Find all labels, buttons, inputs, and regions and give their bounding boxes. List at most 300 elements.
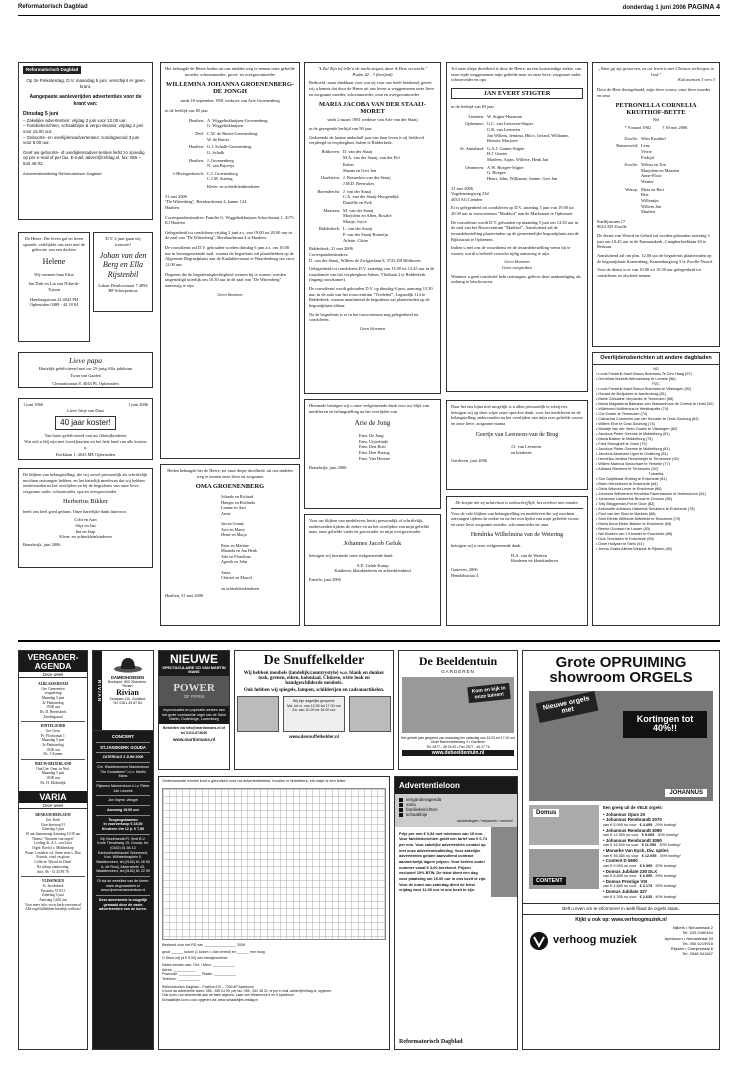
- organ-price: € 6.995: [639, 863, 653, 868]
- family-names: G.A.J. Gunter-Stigter H.J. Gunter Marleen, Arjan, Willette, Henk Jan: [487, 145, 549, 163]
- overview-item: • Bernie Goossen te Losser (83): [596, 527, 651, 532]
- thanks-geluk: [304, 514, 441, 626]
- concert-date: ZATERDAG 3 JUNI 2006: [102, 755, 144, 760]
- info-footer: Advertentieafdeling Reformatorisch Dagblad: [23, 170, 102, 176]
- moret-flowers: Geen bloemen: [359, 325, 386, 331]
- family-place: St. Annaland:: [460, 145, 484, 151]
- wetering-text: Voor de vele blijken van belangstelling en medeleven die wij mochten ontvangen tijdens de ziekte en na het overlijden van mijn geliefde vrouw en onze lieve zorgzame moeder, schoonmoeder en oma: [451, 510, 579, 527]
- oma-name: OMA GROENENBERG: [195, 483, 265, 491]
- family-names: Wim Kruithof: [641, 135, 666, 141]
- family-row: [597, 162, 715, 185]
- family-row: [309, 149, 436, 160]
- moret-quote: "k Zal Zijn lof telle'n de nacht zingen, daar ik Hem verwacht.": [317, 66, 428, 71]
- birth-announcement-helene: [18, 232, 90, 342]
- family-place: 's-Hertogenbosch:: [172, 170, 204, 176]
- kruithof-service: De dienst van Woord en Gebed zal worden gehouden zaterdag 3 juni om 10.45 uur in de Emmauskerk, Campherbeeklaan 63 te Berkum.: [597, 233, 710, 250]
- domus-logo: Domus: [533, 809, 559, 817]
- dejong-family: Fam. De Jong Fam. Uijterlinde Fam. Den Boer Fam. Den Hartog Fam. Van Hoorne: [359, 433, 391, 461]
- organ-name: • Johannus Rembrandt 3090: [603, 827, 662, 833]
- agenda-entry-details: Ger. Gemeenten vergadering Maandag 5 juni 2e Pinksterdag 19.00 uur Ds. D. Heemskerk Zendingszaal: [39, 686, 67, 719]
- thanks-bikker: [18, 468, 153, 568]
- organ-price: € 3.175: [639, 884, 653, 889]
- stigter-address: 31 mei 2006 Vogelenzangweg 23d 4033 AG Lienden: [451, 185, 489, 202]
- organ-old-price: van € 9.990 nu voor: [603, 863, 637, 868]
- garden-photo: [402, 677, 514, 733]
- beeldentuin-web[interactable]: www.debeeldentuin.nl: [402, 750, 514, 756]
- cd-pipes: OF PIPES: [183, 694, 205, 699]
- orgels-title: Grote OPRUIMING: [555, 654, 687, 671]
- page-header: [18, 4, 720, 16]
- ad-service-note: aanbiedingen / verpamen / werken!: [456, 819, 513, 823]
- order-form: [158, 776, 390, 1050]
- obituary-age: in de leeftijd van 85 jaar.: [165, 108, 209, 114]
- overview-item: • Gerrhilda Westrik-Wennekamp te Lemele (88): [596, 377, 676, 382]
- obituary-stigter: [446, 62, 588, 392]
- moret-ref: Psalm 42 : 3 (berijmd): [352, 71, 393, 77]
- kruithof-burial: Aansluitend zal om plm. 12.00 uur de begrafenis plaatsvinden op de begraafplaats Kranenburg, Kranenburgweg 5 te Zwolle-Noord.: [597, 252, 713, 264]
- info-intro: Op 2e Pinksterdag, D.V. maandag 5 juni, verschijnt er geen krant.: [26, 77, 145, 89]
- kruithof-ref: Kolossensen 3 vers 3: [678, 77, 715, 83]
- family-names: G.J. Schalk-Groenenberg G. Schalk: [207, 144, 252, 155]
- overview-item: • Willem Marinus Bosschaer te Yerseke (77): [596, 462, 670, 467]
- family-row: [451, 165, 583, 182]
- agenda-sub: Deze week: [19, 672, 87, 678]
- organ-price: € 12.055: [641, 853, 657, 858]
- varia-sub: Deze week: [19, 803, 87, 809]
- checkbox-icon[interactable]: [399, 808, 403, 812]
- beeldentuin-banner: Kom en kijk in onze tuinen!: [467, 683, 510, 703]
- family-names: A.W. Hoegee-Stigter G. Hoegee Henri, John, Willianne, Janine, Gert Jan: [487, 164, 558, 181]
- organ-price: € 4.495: [639, 822, 653, 827]
- kruithof-address: Snellijusiaan 17 8024 XD Zwolle: [597, 218, 627, 230]
- family-place: Zwolle:: [624, 162, 638, 168]
- concert-choir-2: Rijssens Mannenkoor o.l.v. Pieter Jan Leusink: [96, 783, 150, 793]
- ad-service-logo: Reformatorisch Dagblad: [399, 1039, 463, 1045]
- kruithof-intro: Door de Heer thuisgehaald, mijn lieve vrouw, onze lieve moeder en oma: [597, 86, 711, 98]
- organ-photo: [529, 849, 599, 889]
- verhoog-logo: verhoog muziek: [553, 934, 637, 947]
- obituary-condolence: Gelegenheid tot condoleren vrijdag 2 juni a.s. van 19.00 tot 20.00 uur in de zaal van "De Wittenberg", Bernhardstraat 4 te Haaften.: [165, 229, 292, 241]
- beeldentuin-hours: Het gehele jaar geopend van maandag t/m zaterdag van 10.00 tot 17.00 uur Oude Barneveldseweg 3 • Garderen Tel. 0577 - 46 24 62 • Fax 0577 - 46 27 76: [400, 736, 516, 749]
- furniture-photo: [237, 696, 279, 732]
- thanks-wetering: [446, 496, 588, 626]
- family-place: Deil:: [195, 131, 204, 137]
- orgels-site[interactable]: Kijkt u ook op: www.verhoogmuziek.nl: [575, 917, 667, 924]
- thanks-place: Brandwijk, juni 2006: [23, 541, 61, 547]
- page-number: PAGINA 4: [687, 4, 720, 11]
- family-row: [597, 136, 715, 142]
- organ-offer: [603, 838, 713, 848]
- organ-discount: 30% korting!: [659, 853, 681, 858]
- obituary-date: 31 mei 2006 "De Wittenberg", Bernhardstraat 4, kamer 124 Haaften: [165, 193, 247, 210]
- agenda-entry-details: St. Jacobskerk Encantio VOCO Zaterdag 3 juni Aanvang 14.00 uur Voor meer info: www.kerkconcerten.nl Alle regelfijfhebben hartelijk welkom!: [24, 883, 82, 912]
- overview-section-tubantia: Tubantia: [648, 472, 664, 477]
- thanks-text-2: heeft ons heel goed gedaan. Onze hartelijke dank daarvoor.: [23, 508, 127, 514]
- overview-item: • Diela Witvoet-Lever te Enschede (66): [596, 487, 662, 492]
- obituary-widow: sinds 18 september 1981 weduwe van Arie Groenenberg: [180, 97, 280, 103]
- kruithof-nickname: Nel: [652, 117, 660, 123]
- family-names: D. van der Staaij M.A. van der Staaij–van der Pol: [343, 148, 400, 160]
- cd-web[interactable]: www.martinmans.nl: [172, 737, 216, 743]
- jubilee-start-date: 1 juni 1966: [23, 402, 44, 407]
- family-names: G.C. van Leeuwen-Stigter G.R. van Leeuwen Jan Willem, Jemima, Hilco, Gerard, Willianne, Bernier, Marjorie: [487, 121, 570, 144]
- obituary-flowers: Geen bloemen: [217, 292, 243, 298]
- obituary-name: WILLEMINA JOHANNA GROENENBERG-DE JONGH: [165, 81, 295, 96]
- organ-name: • Monarke Van Eyck, Div. opties: [603, 848, 669, 854]
- overview-item: • Gerard de Bruijckere te Aardenburg (81): [596, 392, 667, 397]
- organ-discount: 35% korting!: [655, 874, 677, 879]
- koster-title: 40 jaar koster!: [55, 416, 116, 430]
- concert-choir: Chr. Waddinxveens Mannenkoor "De Gouwsteen" o.l.v. Martin Mans: [96, 764, 149, 779]
- letter-grid[interactable]: [162, 788, 386, 940]
- agenda-title: VERGADER-AGENDA: [19, 651, 87, 672]
- cd-order: Bestellen via info@martinmans.nl of tel 0113-574646: [162, 726, 225, 735]
- order-edition[interactable]: Bestemd voor het RD van ________________ 2006: [162, 942, 246, 947]
- obituary-groenenberg: [160, 62, 300, 459]
- family-place: Lienden:: [468, 113, 484, 119]
- checkbox-icon[interactable]: [399, 803, 403, 807]
- organ-name: • Domus Jubilate 327: [603, 889, 647, 895]
- organ-discount: 35% korting!: [655, 884, 677, 889]
- vanleeuwen-name: Geertje van Leeuwen-van de Brug: [475, 431, 559, 438]
- wedding-announcement: [93, 232, 153, 312]
- moret-care: Gedurende de laatste anderhalf jaar van haar leven is zij liefdevol verpleegd in verpleeghuis Salem te Ridderkerk.: [309, 134, 425, 146]
- organ-name: • Domus Jubilate 230 DLX: [603, 868, 657, 874]
- overview-item: • Poul van der Sluis te Markelo (88): [596, 512, 656, 517]
- orgels-badge: Nieuwe orgels met: [536, 690, 599, 722]
- overview-section-pzc: PZC: [652, 382, 660, 387]
- kruithof-dates: * 9 maart 1902 † 30 mei 2006: [624, 125, 688, 131]
- stigter-name: JAN EVERT STIGTER: [451, 88, 583, 99]
- info-line: – Zakelijke advertenties: vrijdag 2 juni voor 12.00 uur.: [23, 117, 127, 123]
- family-names: M. van der Staaij Marjolein en Allen, Rosalie Marije, Joyce: [343, 207, 392, 224]
- family-place: Haaften:: [188, 117, 204, 123]
- family-place: Bilthoven:: [321, 148, 340, 154]
- oma-place: Haaften, 31 mei 2006: [165, 593, 204, 599]
- family-row: [597, 143, 715, 160]
- family-row: [451, 121, 583, 144]
- varia-title: VARIA: [19, 791, 87, 803]
- organ-price: € 9.065: [641, 833, 655, 838]
- moret-age: in de gezegende leeftijd van 90 jaar.: [309, 126, 373, 132]
- snuffel-hours: Wij zijn dagelijks geopend: Ma. tot vr. van 10.00 tot 17.00 uur Za. van 10.00 tot 16.00 uur: [283, 696, 345, 732]
- info-logo: Reformatorisch Dagblad: [23, 66, 81, 74]
- ad-service-text: Prijs per mm € 0,94 met minimum van 15 mm. Voor familieberichten geldt een tarief van € 0,74 per mm. Voor zakelijke advertenties contact op met onze advertentieafdeling. Voor zakelijke advertenties gelden aanvullend contract aanmerkelijk lagere prijzen. Voor kerken onder nummer vanaf € 3,00 berekend. Prijzen exclusief 19% BTW. De tekst dient één dag voor plaatsing om 15.00 uur in ons bezit te zijn. Voor de krant van zaterdag dient de tekst vrijdag voor 12.00 uur in ons bezit te zijn.: [399, 830, 487, 893]
- family-row: [451, 146, 583, 163]
- overview-item: • Bram Hendriesch te Enschede (84): [596, 482, 658, 487]
- obituary-correspondence: Correspondentieadres: Familie G. Wiggelinkhuijsen Schoolstraat 1, 4175 KJ Haaften: [165, 214, 294, 226]
- moret-correspondence: Ridderkerk, 31 mei 2006 Correspondentieadres: D. van der Staaij, Willem de Zwijgerlaan 8, 3722 ZB Bilthoven: [309, 246, 421, 263]
- obituary-family: [165, 118, 295, 190]
- thanks-name: Herbertus Bikker: [63, 497, 108, 505]
- concert-title: CONCERT: [111, 734, 135, 739]
- family-row: [165, 184, 295, 190]
- snuffel-title: De Snuffelkelder: [263, 653, 365, 668]
- agenda-entry-place: RENKUM/HEELSUM: [35, 813, 71, 818]
- family-row: [165, 171, 295, 182]
- moret-widow: sinds 2 maart 1981 weduwe van Arie van der Staaij: [327, 117, 418, 123]
- organ-photo: [529, 691, 713, 801]
- ad-service-option-label: familieberichten: [406, 807, 438, 812]
- overview-item: • Sim Galjethaar-Rotting te Enschede (81): [596, 477, 667, 482]
- geluk-family: A.E. Geluk-Kamp Kinderen, kleinkinderen en achterkleinkind: [334, 562, 411, 574]
- ad-service-box: [394, 776, 518, 1050]
- orgels-ad: [522, 650, 720, 1050]
- order-instructions: Onderstaande rubriek kunt u gebruiken voor uw advertentietekst. Invullen in blokletters, elk vakje is één letter.: [162, 779, 347, 783]
- overview-section-nd: ND: [653, 367, 659, 372]
- family-names: J. Groenenberg N. van Bijsveja: [207, 157, 235, 169]
- rivian-name: DAMESHOEDEN: [110, 675, 145, 680]
- concert-artist: Jan Vayne, vleugel: [107, 798, 139, 803]
- checkbox-icon[interactable]: [399, 813, 403, 817]
- koster-jubilee: [18, 398, 153, 460]
- overview-item: • Willem Elve te Oost-Souburg (74): [596, 422, 655, 427]
- cd-desc: Improvisaties en populaire werken aan het grote voorlaanste orgel van de Saint Martin, Dudelange, Luxemburg: [159, 706, 229, 724]
- geluk-name: Johannes Jacob Geluk: [343, 539, 402, 547]
- overview-item: • Maria Bakker te Middelburg (74): [596, 437, 653, 442]
- kruithof-quote: „Want gij zijt gestorven, en uw leven is met Christus verborgen in God.": [598, 66, 714, 77]
- overview-item: • Marie Ghislaine Verplanke te Terneuzen (88): [596, 397, 674, 402]
- info-title: Aangepaste aanleverijden advertenties voor de krant van:: [29, 94, 142, 107]
- family-row: [165, 144, 295, 155]
- snuffel-text-2: Ook hebben wij spiegels, lampen, schilderijen en cadeauartikelen.: [243, 688, 385, 693]
- concert-tickets: Toegangskaarten In voorverkoop € 15,00 Kinderen t/m 12 jr. € 7,50: [101, 817, 145, 832]
- family-names: Klein- en achterkleinkinderen: [207, 184, 260, 190]
- obituary-attend: Degenen die de begrafenisplechtigheid wensen bij te wonen, worden uitgenodigd uiterlijk om 10.30 uur in de zaal van "De Wittenberg" aanwezig te zijn.: [165, 271, 286, 288]
- vanleeuwen-family: J.J. van Leeuwen en kinderen: [511, 444, 542, 455]
- ad-service-option-label: schaakbije: [406, 812, 428, 817]
- family-place: Zwolle:: [624, 135, 638, 141]
- organ-price: € 6.995: [639, 874, 653, 879]
- stigter-service: De rouwdienst wordt D.V. gehouden op maandag 5 juni om 14.30 uur in de zaal van het Rouwcentrum "Markhof". Aansluitend zal de teraardebestelling plaatsvinden op de gemeentelijke begraafplaats aan de Rijksstraat te Ophemert.: [451, 219, 579, 242]
- info-box: [18, 62, 153, 220]
- organ-discount: 30% korting!: [659, 843, 681, 848]
- family-names: Meta en Bert Bert Willemijn Willem Jan Marlien: [641, 186, 664, 215]
- family-place: Haaften:: [188, 157, 204, 163]
- order-fields[interactable]: Naam zenden aan: Dhr. / Mevr. ___________ Adres: ___________ Postcode: ___________ Plaats: ___________ Telefoon: ___________: [162, 962, 236, 981]
- organ-old-price: van € 4.885 nu voor: [603, 884, 637, 889]
- overview-item: • Fred Stronghelt te Goes (79): [596, 442, 647, 447]
- geluk-text: Voor uw blijken van medeleven, hetzij persoonlijk of schriftelijk, ondervonden tijdens de ziekte en na het overlijden van mijn geliefde man, onze geliefde vader en grootvader en mijn overgrootvader: [309, 518, 430, 535]
- family-place: IJsselstein:: [320, 175, 340, 181]
- family-names: A. Wiggelinkhuijsen-Groenenberg G. Wiggelinkhuijsen: [207, 117, 268, 129]
- family-row: [309, 208, 436, 225]
- content-logo: CONTENT: [533, 877, 566, 885]
- family-row: [309, 189, 436, 206]
- family-names: C.W. de Ruiter-Groenenberg W. de Ruiter: [207, 131, 258, 142]
- overview-list-tubantia: [596, 477, 716, 552]
- family-place: [309, 162, 343, 173]
- ads-divider: [18, 640, 720, 642]
- overview-item: • Johanna Wilhelmina Hendrika Faberhausen te Hellendoorn (81): [596, 492, 706, 497]
- family-place: [165, 184, 207, 190]
- organ-name: • Domus Prestige VIII: [603, 878, 647, 884]
- moret-family: [309, 149, 436, 243]
- family-names: C.J. Groenenberg C.J.M. Staring: [207, 170, 238, 182]
- dejong-text: Hiermede betuigen wij u onze welgemeende dank voor uw blijk van medeleven en belangstelling na het overlijden van: [309, 403, 429, 414]
- birth-parents: Jan Dirk en Lia van Nifterik-Tijssen: [28, 281, 80, 292]
- vanleeuwen-text: Daar het ons bijna niet mogelijk is u allen persoonlijk te schrijven, betuigen wij op deze wijze onze oprechte dank, voor het medeleven en de belangstelling ondervonden na het overlijden van mijn zeer geliefde vrouw en onze lieve, zorgzame mama: [451, 404, 583, 426]
- obituary-kruithof: [592, 62, 720, 347]
- organ-name: • Johannus Rembrandt 3090: [603, 837, 662, 843]
- organ-old-price: van € 16.500 nu voor: [603, 843, 639, 848]
- obituary-oma-groenenberg: [160, 464, 300, 626]
- hat-icon: [104, 653, 151, 675]
- overview-item: • Cor Koster te Terneuzen (74): [596, 412, 648, 417]
- overview-item: • Toty Brüggeman-Pot te Goor (82): [596, 502, 655, 507]
- dejong-name: Arie de Jong: [354, 419, 391, 428]
- oma-intro: Heden behaagde het de Heere, tot onze diepe droefheid, uit ons midden weg te nemen onze lieve en zorgzame: [167, 468, 293, 479]
- orgels-list: [603, 812, 713, 899]
- jubilee-sender: Twan van Gaalen: [70, 373, 101, 379]
- organ-photo: [529, 805, 599, 845]
- overview-item: • Adriana Riemens te Terneuzen (92): [596, 467, 659, 472]
- geluk-text-2: betuigen wij hiermede onze welgemeende dank.: [309, 553, 394, 559]
- order-footer: Reformatorisch Dagblad – Postbus 670 – 7300 AP Apeldoorn U kunt uw advertentie faxen: 055 - 539 04 99, per fax: 055 - 542 48 02, of per e-mail, advert@refdag.nl, opgeven. Ook kunt u uw advertentie aan de balie afgeven: Laan van Westenenk 6 en 9 Apeldoorn Schaakbijes kunt u ook opgeven via: www.schaakbijes.refdag.nl: [162, 984, 333, 1002]
- moret-intro: Bedroefd, maar dankbaar voor wat zij voor ons heeft betekend, geven wij u kennis dat door de Heere uit ons leven is weggenomen onze lieve en zorgzame moeder, schoonmoeder, oma en overgrootmoeder: [309, 80, 434, 97]
- agenda-entry-details: Ger. Kerk Utrechtseweg 91 Zaterdag 3 juni 10 uur Samenzang Aanvang 10.30 uur Thema: "Stromen van zegen" Leiding ds. A.L. van Zwet Orgel: Roelof v. Middendorp Piano: Leendert v.d. Steen m.m.v. Duo Friends, viool en gitaar Collecte: Woord en Daad. Na afloop ontmoeting. Info: 06 - 51 43 89 78: [25, 818, 81, 874]
- organ-offer: [603, 879, 713, 889]
- family-row: [165, 118, 295, 129]
- thanks-family: Cobi en Aart Stija en Jan Ina en Jaap Klein- en achterkleinkinderen: [59, 517, 112, 540]
- snuffel-web[interactable]: www.desnuffelkelder.nl: [289, 734, 339, 739]
- organ-offer: [603, 817, 713, 827]
- overview-item: • Smit Elfride Wilfriede Altfertinkt te Enschede (79): [596, 517, 681, 522]
- thanks-dejong: [304, 399, 441, 509]
- overview-item: • Willebrord Nolthenius te Westkapelle (74): [596, 407, 669, 412]
- furniture-photo: [349, 696, 391, 732]
- wedding-text: D.V. 2 juni gaan wij trouwen!: [105, 236, 141, 247]
- moret-name: MARIA JACOBA VAN DER STAAIJ-MORET: [319, 101, 426, 116]
- koster-greeting: Lieve Iritje van Dam: [67, 407, 104, 413]
- beeldentuin-title: De Beeldentuin: [418, 654, 498, 668]
- organ-offer: [603, 848, 713, 858]
- stigter-note: Wanneer u geen rouwbrief hebt ontvangen, gelieve deze aankondiging als zodanig te beschouwen.: [451, 273, 581, 285]
- header-date: donderdag 1 juni 2006: [622, 5, 687, 11]
- wetering-text-2: betuigen wij u onze welgemeende dank.: [451, 543, 522, 549]
- family-names: L. van der Staaij P. van der Staaij-Romeijn Arlette, Claire: [343, 226, 388, 243]
- stigter-family: [451, 114, 583, 182]
- cd-sub: SPECTACULAIRE CD VAN MARTIN MANS: [159, 666, 229, 676]
- overview-item: • Jacobus Pieter Geense te Middelburg (81): [596, 432, 670, 437]
- cd-power: POWER: [173, 682, 215, 694]
- concert-sales: Bij: Boekhandel R. Smit B.V. Korte Tiendeweg 19, Gouda, tel.(0182) 51 66 13 Kantoorboekhandel Sonneveld, Kon. Wilhelminaplein 5, Waddinxveen, tel.(0182) 61 26 60 A. de Rooij, Akkerwinde 43, Waddinxveen, tel.(0182) 61 22 90: [96, 836, 150, 874]
- koster-text: Van harte gefeliciteerd van uw (klein)kinderen: [44, 433, 127, 439]
- overview-item: • Antoinette Adrianus Habertus Smulders te Enschede (78): [596, 507, 695, 512]
- agenda-entry-place: VLISSINGEN: [41, 879, 65, 884]
- overview-item: • Catharina Commelin-van der Klooster te Oost-Souburg (84): [596, 417, 699, 422]
- family-row: [597, 187, 715, 215]
- concert-web: Of via de websites van de koren: www.degouwsteen.nl www.rijssensmannenkoor.nl: [96, 879, 150, 893]
- stigter-condolence: Er is gelegenheid tot condoleren op D.V. zaterdag 3 juni van 19.00 tot 20.30 uur in rouwcentrum "Markhof" aan de Markstraat te Ophemert.: [451, 205, 574, 217]
- jubilee-papa: [18, 352, 153, 388]
- organ-price: € 11.550: [641, 843, 657, 848]
- family-names: Kuber Shanta en Gert Jan: [343, 162, 377, 173]
- agenda-entry: [21, 876, 85, 914]
- organ-discount: 25% korting!: [655, 822, 677, 827]
- family-row: [165, 131, 295, 142]
- overview-box: [592, 352, 720, 626]
- rivian-line: Boutique, 800 Zilanders, Rivian: [108, 680, 147, 688]
- stigter-attend: Indien u met ons de rouwdienst en de teraardebestelling wenst bij te wonen, wordt u beleefd verzocht tijdig aanwezig te zijn.: [451, 245, 571, 256]
- wetering-family: H.A. van de Werken Kinderen en kleinkinderen: [511, 552, 558, 564]
- organ-offer: [603, 889, 713, 899]
- ad-service-photo: [491, 827, 517, 897]
- birth-address: Hamburgstraat 22 4043 PH Opheusden 0488 - 44 18 04: [29, 296, 79, 308]
- organ-discount: 30% korting!: [657, 833, 679, 838]
- overview-item: • Jacobus Abraham Ligne te Oostburg (81): [596, 452, 668, 457]
- agenda-entry-details: Ger. Gem. Pr. Florisstraat 1 Maandag 5 juni 2e Pinksterdag 10.00 uur Ds. J. Karens: [41, 729, 65, 757]
- organ-discount: 30% korting!: [655, 863, 677, 868]
- obituary-moret: [304, 62, 441, 394]
- info-day: Dinsdag 5 juni: [23, 111, 59, 118]
- wedding-address: Laban Deurloostraat 7 4094 BP Scherpenisse: [98, 282, 148, 294]
- family-row: [309, 162, 436, 173]
- organ-name: • Content D 5600: [603, 858, 638, 864]
- family-place: Ommeren:: [465, 164, 484, 170]
- family-place: Ophemert:: [465, 121, 484, 127]
- overview-title: Overlijdensberichten uit andere dagbladen: [593, 353, 719, 365]
- rivian-side: R I V I A N: [93, 651, 102, 730]
- agenda-entry-place: DINTELOORD: [40, 724, 66, 729]
- meeting-agenda: [18, 650, 88, 1050]
- family-names: Wilma en Ton Marjolein en Maarten Anne-Floor Wouter: [641, 162, 680, 185]
- snuffelkelder-ad: [234, 650, 394, 770]
- concert-start: Aanvang 19.00 uur: [107, 808, 139, 812]
- family-names: J. van der Staaij C.A. van der Staaij-Hoogendijk Daniëlle en Erik: [343, 188, 399, 205]
- agenda-entry: [21, 680, 85, 721]
- family-place: Wezep:: [624, 186, 638, 192]
- order-proof-checkbox[interactable]: O Stuur mij (à € 5,00) een bewijsnummer.: [162, 956, 229, 961]
- overview-item: • Johannes Lamberlus Brouw te Gronolo (86): [596, 497, 673, 502]
- organ-offer: [603, 858, 713, 868]
- cd-title: NIEUWE: [159, 651, 229, 666]
- jubilee-address: Clematisstraat 8, 4043 PL Opheusden: [52, 380, 119, 386]
- overview-item: • Nel Bocker-van 't Klooster te Enschede (88): [596, 532, 673, 537]
- stigter-intro: Tot onze diepe droefheid is door de Heere, na een kortstondige ziekte, van onze zijde weggenomen mijn geliefde man en onze lieve, zorgzame vader, schoonvader en opa: [451, 66, 582, 83]
- rivian-brand: Rivian: [116, 688, 139, 697]
- organ-old-price: van € 5.995 nu voor: [603, 822, 637, 827]
- wetering-quote: De koepte die zij achterlaat is onbeschrijflijk, het verdriet niet minder.: [455, 500, 579, 505]
- paper-name: Reformatorisch Dagblad: [18, 4, 88, 10]
- orgels-footer: Belt u even om te informeren in welk filiaal de orgels staan.: [523, 903, 719, 915]
- order-size[interactable]: groot ______ kolom (1 kolom = 4cm breed) en ______ mm hoog: [162, 949, 265, 954]
- checkbox-icon[interactable]: [399, 798, 403, 802]
- orgels-discount: Kortingen tot 40%!!: [623, 711, 707, 739]
- family-place: Haaften:: [188, 144, 204, 150]
- koster-address: Kerklaan 1, 4043 ME Opheusden: [56, 452, 115, 458]
- organ-discount: 40% korting!: [655, 894, 677, 899]
- koster-text-2: Wat zult u blij zijn met (werk)taarten uit het hele land van alle kosters u.: [24, 439, 147, 450]
- birth-text: De Heere, Die leven gaf en leven spaarde, verblijdde ons zeer met de geboorte van een dochter: [23, 236, 85, 253]
- overview-list-pzc: [596, 387, 716, 472]
- overview-item: • Dinie Hollyaer te Stein (91): [596, 542, 644, 547]
- kruithof-name: PETRONELLA CORNELIA KRUITHOF-BETTE: [615, 102, 697, 117]
- ad-service-option[interactable]: [399, 812, 513, 817]
- obituary-intro: Het behaagde de Heere heden uit ons midden weg te nemen onze geliefde moeder, schoonmoeder, groot- en overgrootmoeder: [165, 66, 295, 77]
- info-line: – Geboorte- en overlijdensadvertenties: zondagavond 3 juni voor 9.00 uur.: [23, 134, 140, 146]
- thanks-text: De blijken van belangstelling, die wij zowel persoonlijk als schriftelijk mochten ontvangen hebben, en het hartelijk meeleven dat wij hebben ondervonden na het overlijden en bij de begrafenis van onze lieve, zorgzame vader, schoonvader, opa en overgrootvader: [23, 472, 148, 494]
- rivian-address: Zandpad 110, Zuidland Tel. 0181-45 87 84: [109, 697, 146, 705]
- organ-old-price: van € 36.580 nu voor: [603, 853, 639, 858]
- dejong-place: Brandwijk, juni 2006: [309, 465, 347, 471]
- orgels-note: Een greep uit de VELE orgels:: [603, 804, 663, 810]
- overview-item: • Louis Frederik Karel Bosco Bosmans Te Den Haag (57): [596, 372, 692, 377]
- orgels-title-2: showroom ORGELS: [549, 669, 693, 686]
- overview-item: • Dick Tennissen te Enschede (59): [596, 537, 654, 542]
- family-row: [309, 175, 436, 186]
- cd-ad: [158, 650, 230, 770]
